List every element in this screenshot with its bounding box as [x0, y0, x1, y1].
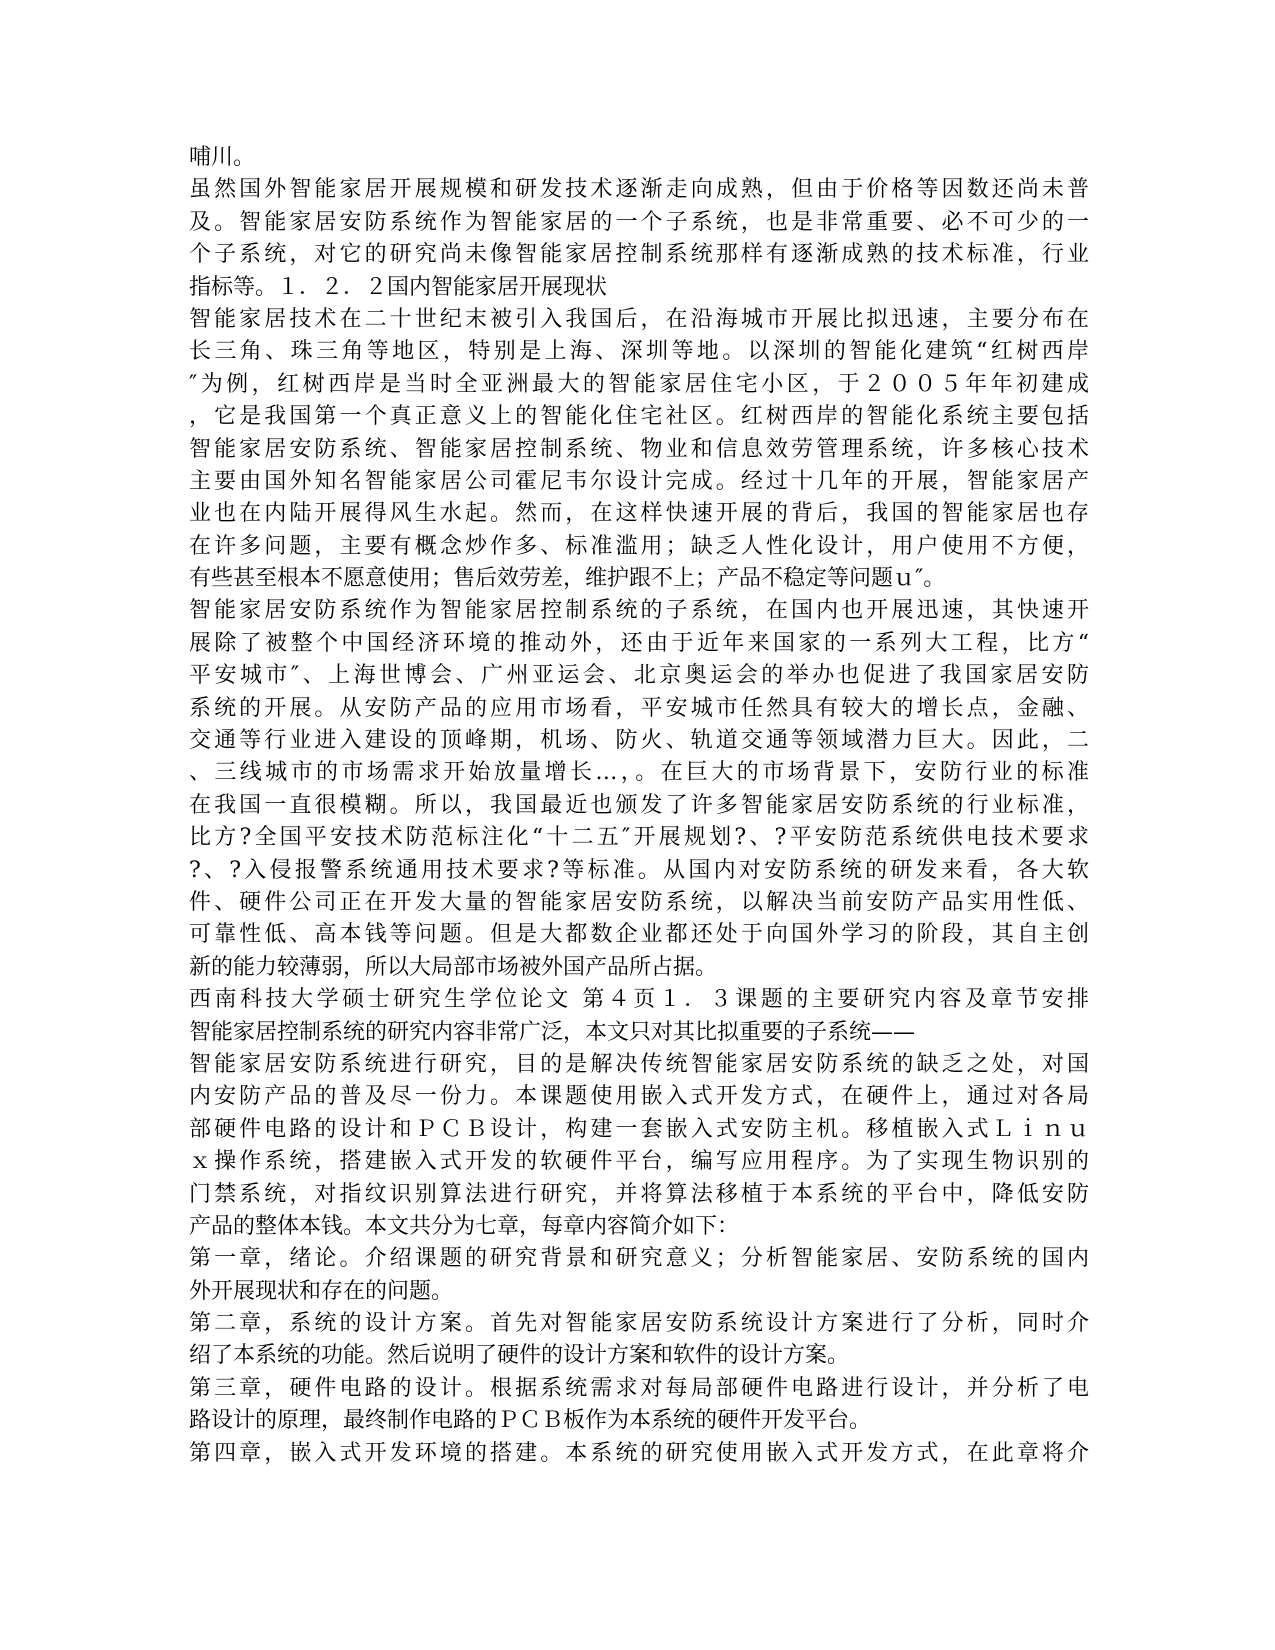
- text-line: 门禁系统，对指纹识别算法进行研究，并将算法移植于本系统的平台中，降低安防: [189, 1181, 1089, 1207]
- text-line: 比方?全国平安技术防范标注化“十二五″开展规划?、?平安防范系统供电技术要求: [189, 825, 1089, 851]
- text-line: 业也在内陆开展得风生水起。然而，在这样快速开展的背后，我国的智能家居也存: [189, 501, 1089, 527]
- text-line: 部硬件电路的设计和ＰＣＢ设计，构建一套嵌入式安防主机。移植嵌入式Ｌｉｎｕ: [189, 1116, 1089, 1142]
- text-line: 可靠性低、高本钱等问题。但是大都数企业都还处于向国外学习的阶段，其自主创: [189, 922, 1089, 948]
- text-line: 产品的整体本钱。本文共分为七章，每章内容简介如下：: [189, 1213, 740, 1239]
- text-line: 第一章，绪论。介绍课题的研究背景和研究意义；分析智能家居、安防系统的国内: [189, 1246, 1089, 1272]
- text-line: 及。智能家居安防系统作为智能家居的一个子系统，也是非常重要、必不可少的一: [189, 209, 1089, 235]
- text-line: 件、硬件公司正在开发大量的智能家居安防系统，以解决当前安防产品实用性低、: [189, 889, 1089, 915]
- text-line: 第三章，硬件电路的设计。根据系统需求对每局部硬件电路进行设计，并分析了电: [189, 1375, 1089, 1401]
- text-line: 在许多问题，主要有概念炒作多、标准滥用；缺乏人性化设计，用户使用不方便，: [189, 533, 1089, 559]
- text-line: 个子系统，对它的研究尚未像智能家居控制系统那样有逐渐成熟的技术标准，行业: [189, 242, 1089, 268]
- text-line: 、三线城市的市场需求开始放量增长…，。在巨大的市场背景下，安防行业的标准: [189, 760, 1089, 786]
- text-line: ，它是我国第一个真正意义上的智能化住宅社区。红树西岸的智能化系统主要包括: [189, 404, 1089, 430]
- text-line: 哺川。: [189, 145, 256, 170]
- text-line: 交通等行业进入建设的顶峰期，机场、防火、轨道交通等领域潜力巨大。因此，二: [189, 728, 1089, 754]
- text-line: 路设计的原理，最终制作电路的ＰＣＢ板作为本系统的硬件开发平台。: [189, 1408, 872, 1434]
- text-line: 平安城市″、上海世博会、广州亚运会、北京奥运会的举办也促进了我国家居安防: [189, 663, 1089, 689]
- text-line: 第二章，系统的设计方案。首先对智能家居安防系统设计方案进行了分析，同时介: [189, 1311, 1089, 1337]
- text-line: 主要由国外知名智能家居公司霍尼韦尔设计完成。经过十几年的开展，智能家居产: [189, 468, 1089, 494]
- text-line: 系统的开展。从安防产品的应用市场看，平安城市任然具有较大的增长点，金融、: [189, 695, 1089, 721]
- text-line: 长三角、珠三角等地区，特别是上海、深圳等地。以深圳的智能化建筑“红树西岸: [189, 339, 1089, 365]
- text-line: 智能家居控制系统的研究内容非常广泛，本文只对其比拟重要的子系统——: [189, 1019, 916, 1045]
- text-line: 新的能力较薄弱，所以大局部市场被外国产品所占据。: [189, 954, 718, 980]
- text-line: 内安防产品的普及尽一份力。本课题使用嵌入式开发方式，在硬件上，通过对各局: [189, 1084, 1089, 1110]
- text-line: 智能家居安防系统进行研究，目的是解决传统智能家居安防系统的缺乏之处，对国: [189, 1051, 1089, 1077]
- text-line: 展除了被整个中国经济环境的推动外，还由于近年来国家的一系列大工程，比方“: [189, 630, 1089, 656]
- body-text: [189, 142, 1089, 1470]
- text-line: 虽然国外智能家居开展规模和研发技术逐渐走向成熟，但由于价格等因数还尚未普: [189, 177, 1089, 203]
- text-line: 在我国一直很模糊。所以，我国最近也颁发了许多智能家居安防系统的行业标准，: [189, 792, 1089, 818]
- text-line: 智能家居安防系统作为智能家居控制系统的子系统，在国内也开展迅速，其快速开: [189, 598, 1089, 624]
- text-line: 绍了本系统的功能。然后说明了硬件的设计方案和软件的设计方案。: [189, 1343, 850, 1369]
- text-line: ″为例，红树西岸是当时全亚洲最大的智能家居住宅小区，于２００５年年初建成: [189, 371, 1089, 397]
- text-line: 智能家居安防系统、智能家居控制系统、物业和信息效劳管理系统，许多核心技术: [189, 436, 1089, 462]
- text-line: 外开展现状和存在的问题。: [189, 1278, 454, 1304]
- text-line: 有些甚至根本不愿意使用；售后效劳差，维护跟不上；产品不稳定等问题ｕ″。: [189, 566, 946, 592]
- text-line: ?、?入侵报警系统通用技术要求?等标准。从国内对安防系统的研发来看，各大软: [189, 857, 1089, 883]
- text-line: 智能家居技术在二十世纪末被引入我国后，在沿海城市开展比拟迅速，主要分布在: [189, 306, 1089, 332]
- text-line: 西南科技大学硕士研究生学位论文 第４页１．３课题的主要研究内容及章节安排: [189, 987, 1089, 1013]
- text-line: 指标等。１．２．２国内智能家居开展现状: [189, 274, 608, 300]
- text-line: ｘ操作系统，搭建嵌入式开发的软硬件平台，编写应用程序。为了实现生物识别的: [189, 1149, 1089, 1175]
- text-line: 第四章，嵌入式开发环境的搭建。本系统的研究使用嵌入式开发方式，在此章将介: [189, 1440, 1089, 1466]
